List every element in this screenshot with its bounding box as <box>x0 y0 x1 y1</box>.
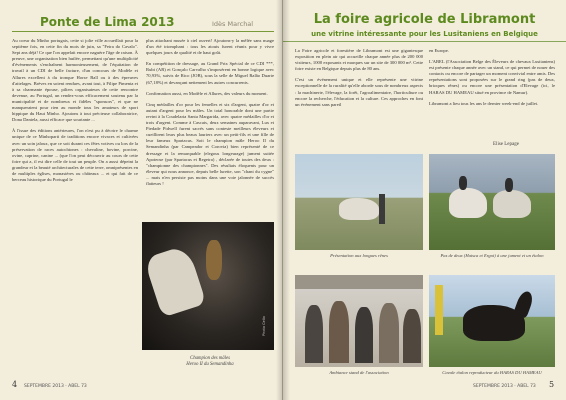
rider-shape <box>505 178 513 192</box>
photo-caption: Cavale étalon reproducteur du HARAS DU HAMEAU <box>442 370 542 375</box>
person-shape <box>305 305 323 363</box>
right-column-1 <box>295 48 423 113</box>
right-page <box>283 0 566 400</box>
horse-shape <box>493 190 531 218</box>
person-shape <box>329 301 349 363</box>
photo-caption: Pas de deux (Hatsca et Ergot) à une jument et un étalon <box>440 253 544 258</box>
article-signature: Elise Lepage <box>493 142 519 147</box>
photo-caption: Ambiance stand de l'association <box>329 370 389 375</box>
horse-shape <box>339 198 379 220</box>
person-shape <box>379 194 385 224</box>
left-column-1 <box>12 38 138 188</box>
paragraph: Au coeur du Minho portugais, cette si jolie ville accueillait pour la septième fois, en cette fin du mois de juin, sa "Feira do Cavalo". Sept ans déjà! Ce que l'on appelait encore naguère l'âge de raison. À preuve, une organisation bien huilée, permettant qu'une multiplicité d'évènements s'enchaînent harmonieusement, de l'équitation de travail à un CDI de belle facture, d'un concours de Modèle et Allures excellent à du tronque Horse Ball ou à des épreuves d'attelages. Brèves en soient rendues, avant tout, à Filipe Pimenta et à sa charmante épouse, piliers organisateurs de cette rencontre devenue, au Portugal, un rendez-vous efficacement soutenu par la municipalité et de nombreux et fidèles "sponsors", et que ne manqueraient pour rien au monde tous les amateurs de sport hippique du Haut Minho. Ajoutons à tout précieuse collaboratrice, Dona Daniela, aussi efficace que souriante ... <box>12 38 138 123</box>
paragraph: En compétition de dressage, au Grand Prix Spécial de ce CDI ***, Rubi (AR) et Gonçalo Carvalho s'imposèrent en bonne logique avec 70,93%, suivis de Rico (JOB), sous la selle de Miguel Ralão Duarte (67,18%) et devançant nettement les autres concurrents. <box>146 61 274 85</box>
left-column-2 <box>146 38 274 192</box>
horse-head-shape <box>513 289 535 318</box>
photo-stallion <box>429 275 555 367</box>
tent-shape <box>295 275 423 289</box>
person-shape <box>403 309 421 363</box>
left-article-author: Idès Marchal <box>212 20 254 28</box>
horse-shape <box>449 188 487 218</box>
page-number: 5 <box>549 380 555 389</box>
photo-long-reins <box>295 154 423 250</box>
right-article-title: La foire agricole de Libramont <box>313 12 536 27</box>
page-footer: SEPTEMBRE 2013 · ABEL 73 <box>24 384 87 389</box>
banner-shape <box>435 285 443 335</box>
left-header <box>12 12 274 32</box>
photo-caption: Présentation aux longues rênes <box>330 253 388 258</box>
page-number: 4 <box>12 380 18 389</box>
photo-handler-shape <box>206 240 222 280</box>
paragraph: L'ABEL (l'Association Belge des Éleveurs de chevaux Lusitaniens) est présente chaque année avec un stand, ce qui permet de nouer des contacts ou encore de partager un moment convivial entre amis. Des représentations sont proposées sur le grand ring (pas de deux, brioques rênes) ou encore une présentation d'Elevage (ici, le HARAS DU HAMEAU situé en province de Namur). <box>429 59 555 95</box>
person-shape <box>355 307 373 363</box>
paragraph: À l'issue des éditions antérieures, l'on n'est pu à décrire le charme unique de ce Minhoparti de traditions encore vivaces et cultivées avec un soin jaloux, que ce soit durant ces fêtes votives ou lors de la préservation de races autochtones : chevaline, bovine, porcine, ovine, caprine, canine ... (que l'on peut découvrir au cours de cette foire qui a, il est dire celle de tout un peuple. On a aussi dépeint la grandeur et la beauté architecturales de cette terre, omniprésentes en de multiples églises, monastères ou châteaux ... et qui fait de ce berceau historique du Portugal le <box>12 128 138 183</box>
paragraph: Confirmation aussi, en Modèle et Allures, des valeurs du moment. <box>146 90 268 96</box>
rider-shape <box>459 176 467 190</box>
paragraph: en Europe. <box>429 48 449 53</box>
paragraph: Libramont a lieu tous les ans le dernier week-end de juillet. <box>429 100 539 106</box>
right-column-2 <box>429 48 555 112</box>
photo-pas-de-deux <box>429 154 555 250</box>
right-article-subtitle: une vitrine intéressante pour les Lusitaniens en Belgique <box>283 30 566 42</box>
left-article-title: Ponte de Lima 2013 <box>40 15 175 29</box>
page-footer: SEPTEMBRE 2013 · ABEL 73 <box>473 384 536 389</box>
paragraph: La Foire agricole et forestière de Libramont est une gigantesque exposition en plein air qui accueille chaque année plus de 200 000 visiteurs, 1000 exposants et marques sur un site de 300 000 m². Cette foire existe en Belgique depuis plus de 80 ans. <box>295 48 423 72</box>
person-shape <box>379 303 399 363</box>
paragraph: plus attachant musée à ciel ouvert! Ajoutons-y la mêlée sans nuage d'un été triomphant : tous les atouts furent réunis pour y vivre quelques jours de qualité et de haut goût. <box>146 38 274 56</box>
paragraph: C'est un événement unique et elle représente une vitrine exceptionnelle de la ruralité qu'elle aborde sous de nombreux aspects : la machinerie, l'élevage, la forêt, l'agroalimentaire, l'horticulture ou encore la recherche, l'éducation et la culture. Ces approches en font un événement sans pareil <box>295 77 423 107</box>
photo-caption: Champion des mâles Heroo II du Semandinha <box>186 356 234 367</box>
paragraph: Cinq médailles d'or pour les femelles et six d'argent, quatre d'or et autant d'argent pour les mâles. Un total honorable dont une partie revint à la Coudelaria Santa Margarida, avec quatre médailles d'or et trois d'argent. Comme à Cascais, deux semaines auparavant, Lux et Piedade Pidwell furent sacrés sans conteste meilleurs éleveurs et cueillirent leurs plus beaux lauriers avec un petit-fils et une fille de leur fameux Spartacus. Soit le champion mâle Heroo II du Semandinha (par Campeador et Corovia) bien représenté de ce dressage et la remarquable (elegous longeurage) jument suitée Apoteose (par Spartacus et Regeira) , déclarée de toutes des deux : "championne des championnes". Des résultats éloquents pour un éleveur qui nous annonce, depuis belle lurette, son "chant du cygne" ... mais n'en persiste pas moins dans une voie jalonnée de succès flatteurs ! <box>146 101 274 186</box>
photo-association-stand <box>295 275 423 367</box>
photo-credit: Photo Cello <box>262 316 266 336</box>
